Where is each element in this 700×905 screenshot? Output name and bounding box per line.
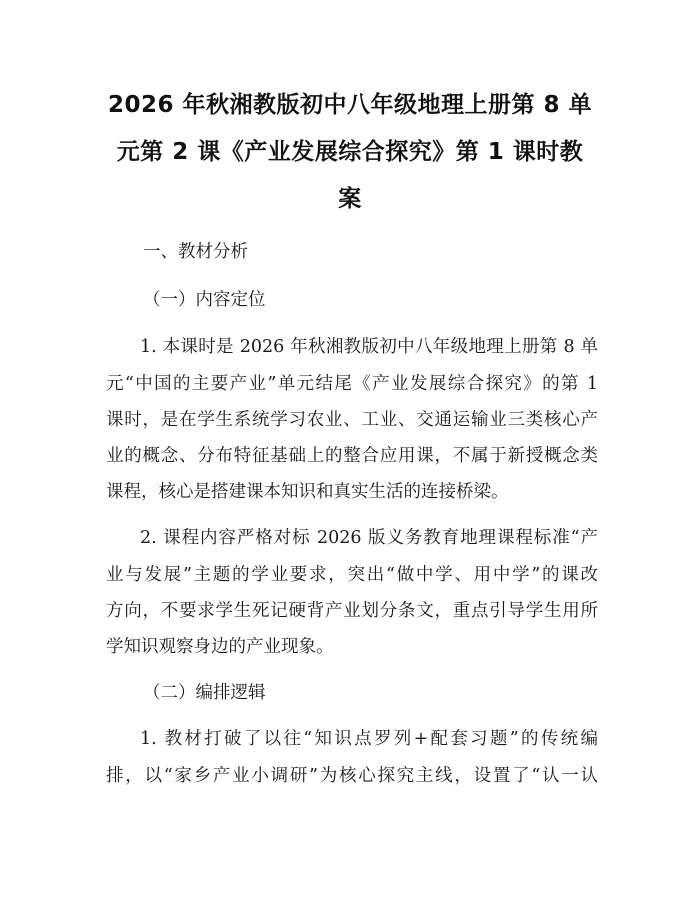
paragraph-line: 学知识观察身边的产业现象。 <box>106 637 334 657</box>
paragraph-line: 元“中国的主要产业”单元结尾《产业发展综合探究》的第 1 <box>106 374 598 394</box>
paragraph-line: 课程，核心是搭建课本知识和真实生活的连接桥梁。 <box>106 482 509 502</box>
paragraph-line: 业与发展”主题的学业要求，突出“做中学、用中学”的课改 <box>106 565 598 585</box>
title-line: 案 <box>338 186 362 212</box>
paragraph-line: 方向，不要求学生死记硬背产业划分条文，重点引导学生用所 <box>106 601 598 621</box>
paragraph-line: 2. 课程内容严格对标 2026 版义务教育地理课程标准“产 <box>140 528 598 548</box>
paragraph-line: 1. 教材打破了以往“知识点罗列+配套习题”的传统编 <box>140 729 598 749</box>
paragraph-line: 排，以“家乡产业小调研”为核心探究主线，设置了“认一认 <box>106 766 598 786</box>
paragraph-line: 课时，是在学生系统学习农业、工业、交通运输业三类核心产 <box>106 410 598 430</box>
section-heading: 一、教材分析 <box>143 242 248 262</box>
subsection-heading: （一）内容定位 <box>143 290 266 310</box>
paragraph-line: 1. 本课时是 2026 年秋湘教版初中八年级地理上册第 8 单 <box>140 337 598 357</box>
title-line: 元第 2 课《产业发展综合探究》第 1 课时教 <box>116 139 584 165</box>
paragraph-line: 业的概念、分布特征基础上的整合应用课，不属于新授概念类 <box>106 446 598 466</box>
document-title <box>100 82 600 223</box>
subsection-heading: （二）编排逻辑 <box>143 683 266 703</box>
title-line: 2026 年秋湘教版初中八年级地理上册第 8 单 <box>107 92 593 118</box>
